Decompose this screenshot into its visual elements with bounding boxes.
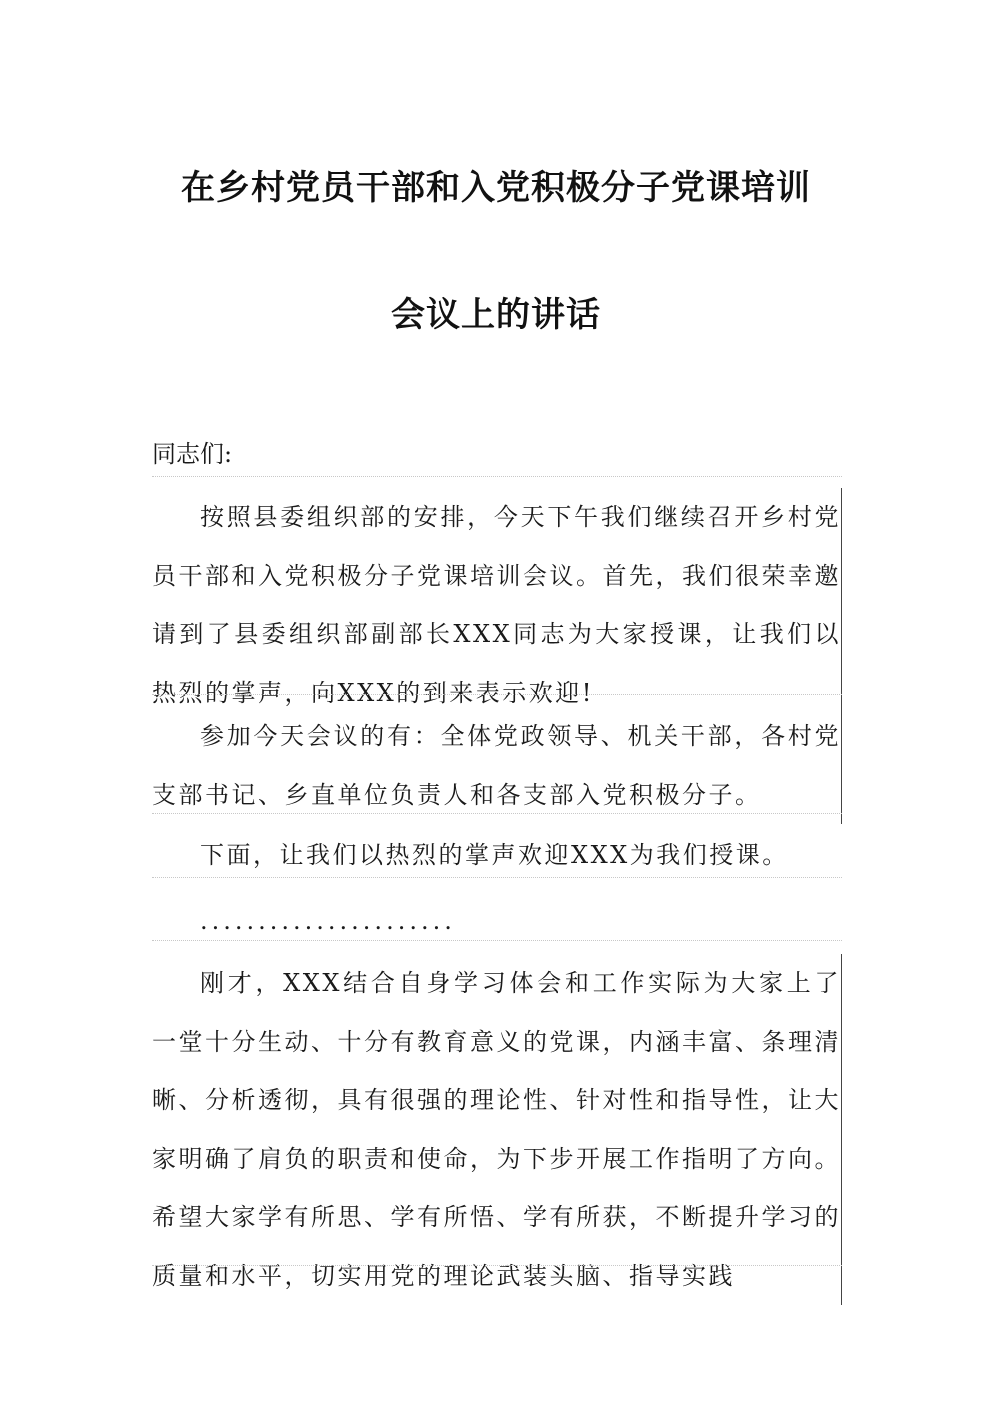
paragraph-separator	[152, 694, 842, 695]
paragraph-separator	[152, 940, 842, 941]
salutation: 同志们:	[152, 440, 233, 468]
paragraph-ellipsis: ......................	[200, 907, 456, 935]
paragraph-attendees: 参加今天会议的有：全体党政领导、机关干部，各村党支部书记、乡直单位负责人和各支部入党积极分子。	[152, 707, 842, 824]
paragraph-opening: 按照县委组织部的安排，今天下午我们继续召开乡村党员干部和入党积极分子党课培训会议。首先，我们很荣幸邀请到了县委组织部副部长XXX同志为大家授课，让我们以热烈的掌声，向XXX的到来表示欢迎!	[152, 488, 842, 722]
document-title-line1: 在乡村党员干部和入党积极分子党课培训	[181, 168, 811, 208]
paragraph-separator	[152, 877, 842, 878]
paragraph-summary: 刚才，XXX结合自身学习体会和工作实际为大家上了一堂十分生动、十分有教育意义的党课，内涵丰富、条理清晰、分析透彻，具有很强的理论性、针对性和指导性，让大家明确了肩负的职责和使命，为下步开展工作指明了方向。希望大家学有所思、学有所悟、学有所获，不断提升学习的质量和水平，切实用党的理论武装头脑、指导实践	[152, 954, 842, 1305]
paragraph-separator	[152, 476, 842, 477]
paragraph-separator	[152, 1265, 842, 1266]
document-title-line2: 会议上的讲话	[391, 295, 601, 335]
paragraph-welcome: 下面，让我们以热烈的掌声欢迎XXX为我们授课。	[200, 841, 789, 869]
paragraph-separator	[152, 813, 842, 814]
